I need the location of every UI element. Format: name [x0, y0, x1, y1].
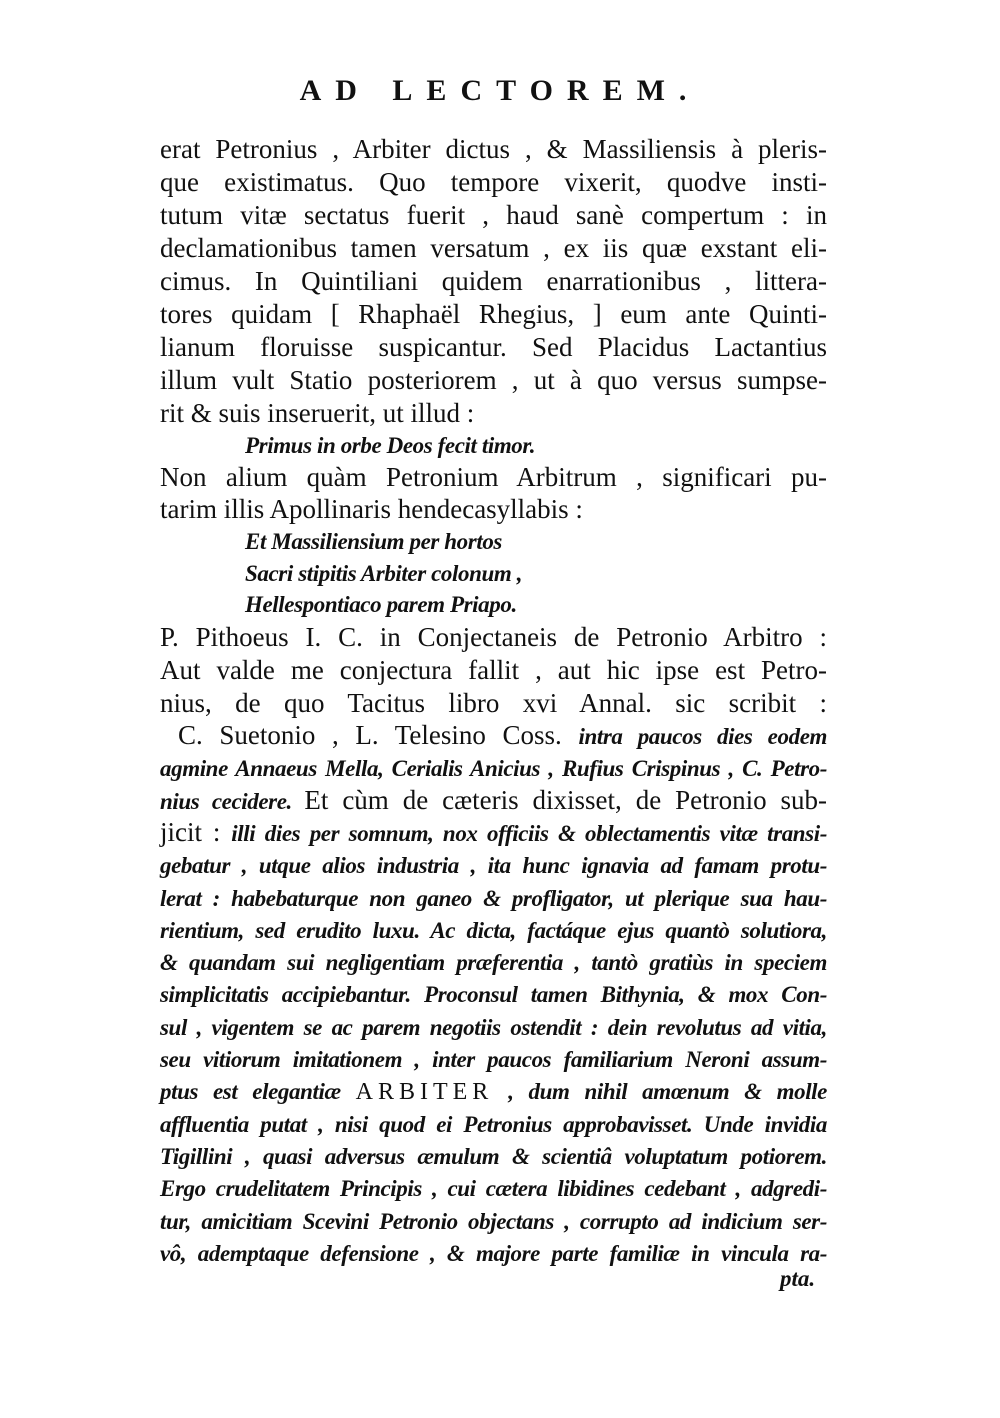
roman-text: nius, de quo Tacitus libro xvi Annal. sic scribit :	[160, 688, 827, 718]
italic-text: Ergo crudelitatem Principis , cui cætera libidines cedebant , adgredi-	[160, 1176, 827, 1202]
italic-text: agmine Annaeus Mella, Cerialis Anicius , Rufius Crispinus , C. Petro-	[160, 756, 827, 782]
text-line	[160, 751, 827, 785]
text-line	[178, 719, 827, 753]
text-line	[160, 687, 827, 719]
italic-text: intra paucos dies eodem	[578, 724, 827, 749]
text-line	[160, 199, 827, 231]
text-line	[160, 848, 827, 882]
italic-text: , dum nihil amœnum & molle	[493, 1079, 827, 1105]
roman-text: declamationibus tamen versatum , ex iis quæ exstant eli-	[160, 233, 827, 263]
text-line	[160, 1171, 827, 1205]
text-line	[160, 461, 827, 493]
italic-text: Et Massiliensium per hortos	[245, 529, 502, 554]
roman-text: Aut valde me conjectura fallit , aut hic ipse est Petro-	[160, 655, 827, 685]
italic-text: simplicitatis accipiebantur. Proconsul tamen Bithynia, & mox Con-	[160, 982, 827, 1008]
text-line	[160, 621, 827, 653]
page-running-head: AD LECTOREM.	[299, 74, 701, 107]
text-line	[160, 881, 827, 915]
italic-text: Hellespontiaco parem Priapo.	[245, 592, 517, 617]
roman-text: tarim illis Apollinaris hendecasyllabis :	[160, 494, 583, 524]
roman-text: P. Pithoeus I. C. in Conjectaneis de Petronio Arbitro :	[160, 622, 827, 652]
text-line	[245, 587, 827, 621]
roman-text: tores quidam [ Rhaphaël Rhegius, ] eum ante Quinti-	[160, 299, 827, 329]
text-line	[160, 654, 827, 686]
roman-text: illum vult Statio posteriorem , ut à quo versus sumpse-	[160, 365, 827, 395]
italic-text: affluentia putat , nisi quod ei Petronius approbavisset. Unde invidia	[160, 1111, 827, 1137]
text-line	[160, 133, 827, 165]
text-line	[245, 524, 827, 558]
italic-text: rientium, sed erudito luxu. Ac dicta, factáque ejus quantò solutiora,	[160, 917, 827, 943]
roman-text: tutum vitæ sectatus fuerit , haud sanè compertum : in	[160, 200, 827, 230]
italic-text: vô, ademptaque defensione , & majore parte familiæ in vincula ra-	[160, 1240, 827, 1266]
text-line	[160, 945, 827, 979]
roman-text: Non alium quàm Petronium Arbitrum , significari pu-	[160, 462, 827, 492]
text-line	[160, 913, 827, 947]
text-line	[160, 397, 827, 429]
italic-text: & quandam sui negligentiam præferentia , tantò gratiùs in speciem	[160, 950, 827, 976]
italic-text: sul , vigentem se ac parem negotiis ostendit : dein revolutus ad vitia,	[160, 1014, 827, 1040]
italic-text: seu vitiorum imitationem , inter paucos familiarium Neroni assum-	[160, 1047, 827, 1072]
roman-text: que existimatus. Quo tempore vixerit, quodve insti-	[160, 167, 827, 197]
text-line	[160, 1074, 827, 1108]
roman-text: cimus. In Quintiliani quidem enarrationibus , littera-	[160, 266, 827, 296]
text-line	[160, 1010, 827, 1044]
text-line	[160, 784, 827, 818]
roman-text: lianum floruisse suspicantur. Sed Placidus Lactantius	[160, 332, 827, 362]
text-line	[160, 331, 827, 363]
text-line	[245, 556, 827, 590]
roman-text: jicit :	[160, 816, 232, 847]
text-line	[160, 1107, 827, 1141]
italic-text: ptus est elegantiæ	[160, 1079, 356, 1105]
text-line	[160, 232, 827, 264]
roman-text: ARBITER	[355, 1079, 494, 1106]
roman-text: rit & suis inseruerit, ut illud :	[160, 398, 475, 428]
text-line	[245, 428, 827, 462]
text-line	[160, 493, 827, 525]
roman-text: Et cùm de cæteris dixisset, de Petronio sub-	[304, 784, 828, 815]
italic-text: gebatur , utque alios industria , ita hunc ignavia ad famam protu-	[160, 853, 827, 879]
roman-text: C. Suetonio , L. Telesino Coss.	[178, 720, 579, 750]
text-line	[160, 1042, 827, 1076]
italic-text: Sacri stipitis Arbiter colonum ,	[245, 561, 523, 586]
text-line	[160, 1236, 827, 1270]
text-line	[160, 166, 827, 198]
text-line	[160, 364, 827, 396]
text-line	[160, 816, 827, 850]
italic-text: Tigillini , quasi adversus æmulum & scientiâ voluptatum potiorem.	[160, 1143, 827, 1169]
text-line	[160, 265, 827, 297]
italic-text: illi dies per somnum, nox officiis & oblectamentis vitæ transi-	[231, 820, 827, 846]
italic-text: tur, amicitiam Scevini Petronio objectans , corrupto ad indicium ser-	[160, 1208, 827, 1234]
italic-text: Primus in orbe Deos fecit timor.	[245, 433, 536, 458]
text-line	[160, 1204, 827, 1238]
text-line	[160, 1139, 827, 1173]
italic-text: lerat : habebaturque non ganeo & profligator, ut plerique sua hau-	[160, 885, 827, 911]
roman-text: erat Petronius , Arbiter dictus , & Massiliensis à pleris-	[160, 134, 827, 164]
text-line	[160, 298, 827, 330]
catchword: pta.	[780, 1266, 816, 1291]
italic-text: nius cecidere.	[160, 788, 305, 814]
text-line	[160, 977, 827, 1011]
